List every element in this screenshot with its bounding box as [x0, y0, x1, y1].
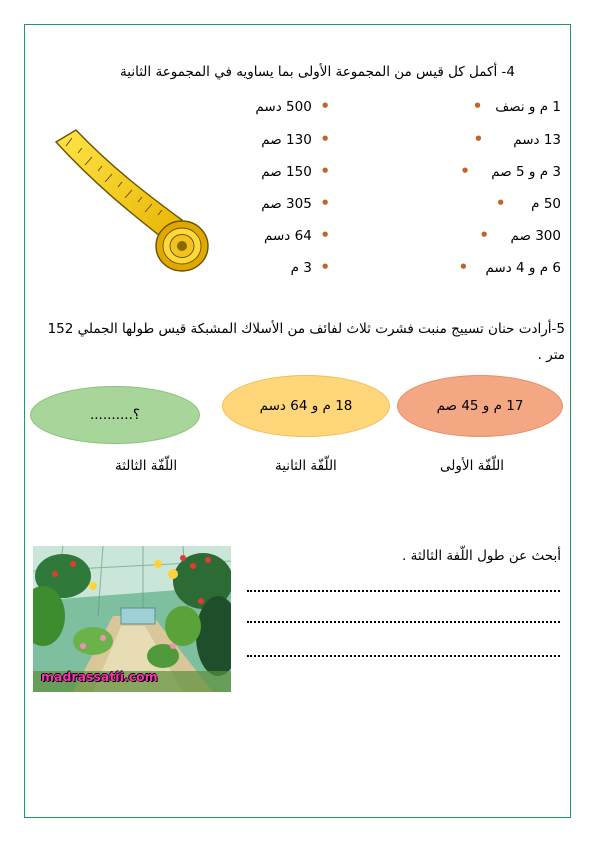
question-4-title: 4- أكمل كل قيس من المجموعة الأولى بما يساويه في المجموعة الثانية — [120, 64, 515, 80]
group1-item-4: 50 م • — [495, 194, 561, 212]
garden-illustration — [33, 546, 231, 692]
group2-item-4: • 305 صم — [261, 194, 330, 212]
third-roll-label: اللّفّة الثالثة — [115, 458, 178, 474]
second-roll-value: 18 م و 64 دسم — [259, 398, 353, 414]
group1-item-2: 13 دسم • — [473, 130, 561, 148]
third-roll-oval — [30, 386, 200, 444]
answer-line-1 — [247, 590, 560, 592]
first-roll-oval — [397, 375, 563, 437]
group1-item-6: 6 م و 4 دسم • — [458, 258, 561, 276]
find-third-roll-instruction: أبحث عن طول اللّفة الثالثة . — [402, 548, 561, 564]
measuring-tape-illustration — [52, 128, 212, 273]
second-roll-oval — [222, 375, 390, 437]
third-roll-value: ؟.......... — [89, 407, 141, 423]
group1-item-3: 3 م و 5 صم • — [460, 162, 561, 180]
group2-item-2: • 130 صم — [261, 130, 330, 148]
answer-line-2 — [247, 621, 560, 623]
question-5-text: 5-أرادت حنان تسييج منبت فشرت ثلاث لفائف من الأسلاك المشبكة قيس طولها الجملي 152 متر . — [47, 321, 565, 363]
group2-item-6: • 3 م — [290, 258, 330, 276]
group1-item-1: 1 م و نصف • — [472, 97, 561, 115]
first-roll-value: 17 م و 45 صم — [436, 398, 524, 414]
second-roll-label: اللّفّة الثانية — [275, 458, 337, 474]
group1-item-5: 300 صم • — [479, 226, 561, 244]
group2-item-1: • 500 دسم — [255, 97, 330, 115]
group2-item-5: • 64 دسم — [264, 226, 330, 244]
first-roll-label: اللّفّة الأولى — [440, 458, 505, 474]
group2-item-3: • 150 صم — [261, 162, 330, 180]
answer-line-3 — [247, 655, 560, 657]
site-logo-watermark: madrassatii.com — [41, 669, 158, 684]
